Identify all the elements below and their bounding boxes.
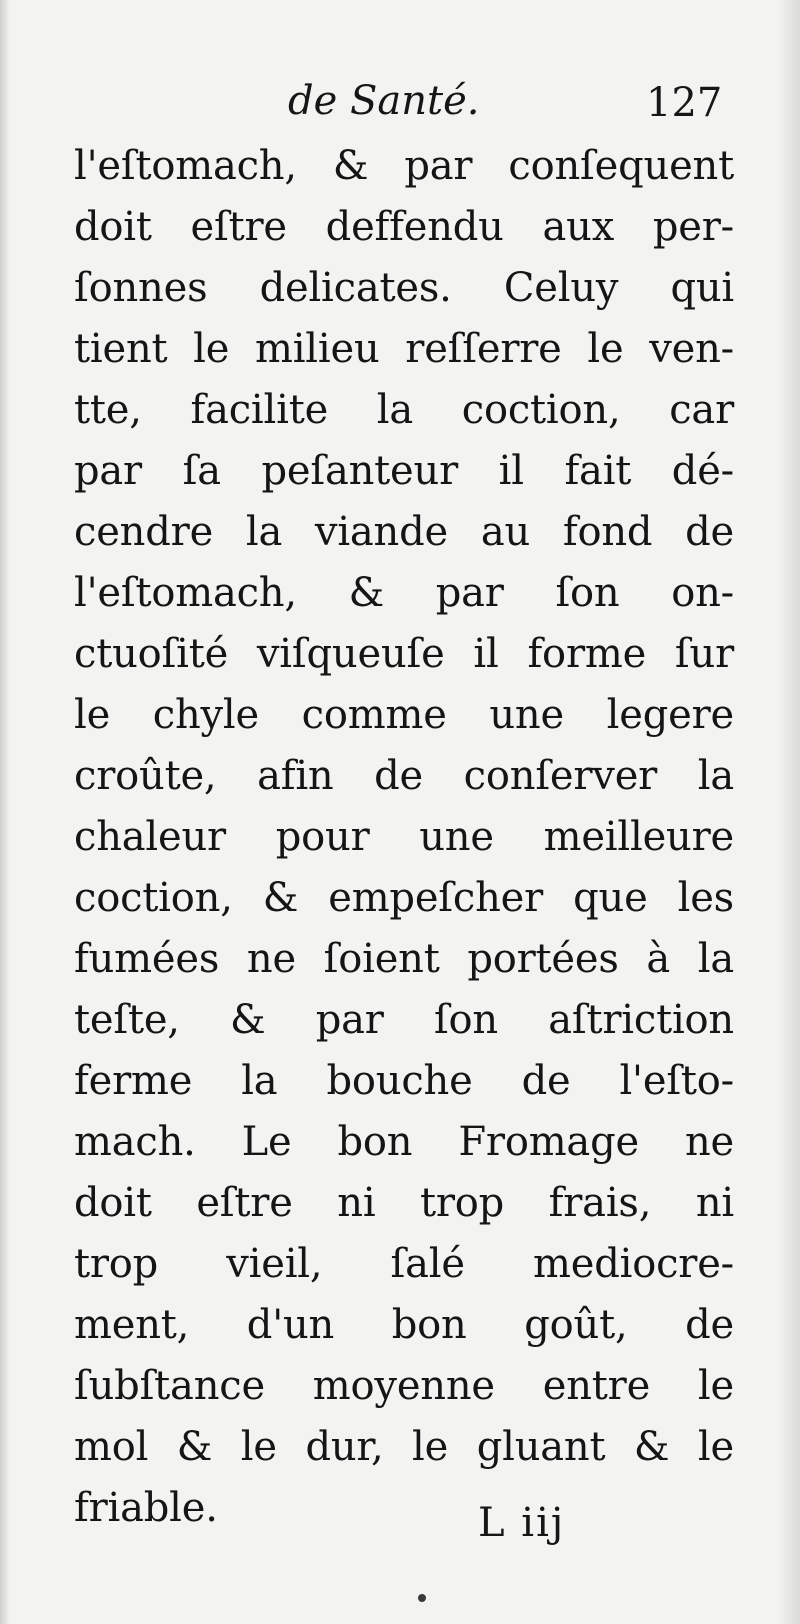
text-line: mol & le dur, le gluant & le — [74, 1424, 734, 1470]
text-line: mach. Le bon Fromage ne — [74, 1119, 734, 1165]
signature-mark: L iij — [478, 1500, 566, 1546]
text-line: coction, & empeſcher que les — [74, 875, 734, 921]
text-line: doit eſtre ni trop frais, ni — [74, 1180, 734, 1226]
text-line: ctuoſité viſqueuſe il forme ſur — [74, 631, 734, 677]
page-footer — [0, 1500, 800, 1560]
text-line: par ſa peſanteur il fait dé- — [74, 448, 734, 494]
text-line: tte, facilite la coction, car — [74, 387, 734, 433]
text-line: ferme la bouche de l'eſto- — [74, 1058, 734, 1104]
page-number: 127 — [646, 80, 723, 126]
page-header — [0, 78, 800, 138]
text-line: chaleur pour une meilleure — [74, 814, 734, 860]
text-line: cendre la viande au fond de — [74, 509, 734, 555]
text-line: l'eſtomach, & par conſequent — [74, 143, 734, 189]
text-line: croûte, afin de conſerver la — [74, 753, 734, 799]
running-head: de Santé. — [288, 78, 480, 124]
text-line: ſubſtance moyenne entre le — [74, 1363, 734, 1409]
text-line: fumées ne ſoient portées à la — [74, 936, 734, 982]
page-edge-right — [778, 0, 800, 1624]
page-edge-left — [0, 0, 10, 1624]
body-text — [74, 136, 734, 1539]
text-line: ment, d'un bon goût, de — [74, 1302, 734, 1348]
text-line: doit eſtre deffendu aux per- — [74, 204, 734, 250]
text-line: teſte, & par ſon aſtriction — [74, 997, 734, 1043]
text-line: tient le milieu reſſerre le ven- — [74, 326, 734, 372]
text-line: le chyle comme une legere — [74, 692, 734, 738]
text-line-final: friable. — [74, 1485, 218, 1531]
text-line: trop vieil, ſalé mediocre- — [74, 1241, 734, 1287]
text-line: l'eſtomach, & par ſon on- — [74, 570, 734, 616]
text-line: ſonnes delicates. Celuy qui — [74, 265, 734, 311]
ink-speck — [418, 1594, 426, 1602]
